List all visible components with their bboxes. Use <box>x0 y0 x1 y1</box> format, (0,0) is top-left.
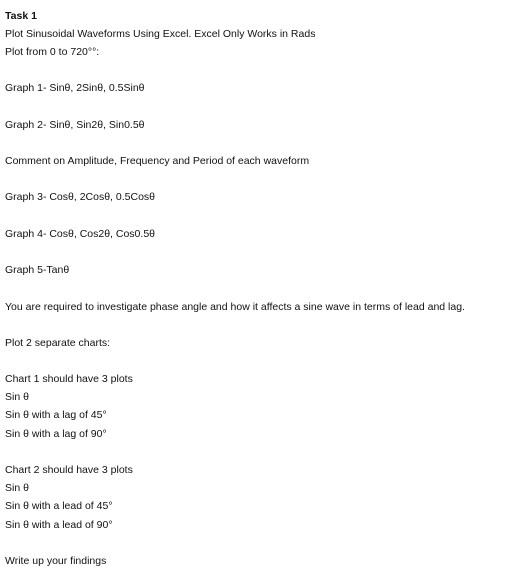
chart-1-item: Sin θ with a lag of 90° <box>5 428 107 440</box>
task-heading: Task 1 <box>5 10 37 22</box>
chart-1-title: Chart 1 should have 3 plots <box>5 373 133 385</box>
graph-2-text: Graph 2- Sinθ, Sin2θ, Sin0.5θ <box>5 119 145 131</box>
plot-charts-text: Plot 2 separate charts: <box>5 337 111 349</box>
chart-2-item: Sin θ <box>5 482 29 494</box>
chart-2-item: Sin θ with a lead of 45° <box>5 500 113 512</box>
chart-2-item: Sin θ with a lead of 90° <box>5 519 113 531</box>
graph-4-text: Graph 4- Cosθ, Cos2θ, Cos0.5θ <box>5 228 155 240</box>
plot-range-text: Plot from 0 to 720°°: <box>5 46 100 58</box>
graph-5-text: Graph 5-Tanθ <box>5 264 70 276</box>
intro-text: Plot Sinusoidal Waveforms Using Excel. Excel Only Works in Rads <box>5 28 316 40</box>
chart-1-item: Sin θ <box>5 391 29 403</box>
phase-task-text: You are required to investigate phase angle and how it affects a sine wave in terms of lead and lag. <box>5 301 465 313</box>
graph-1-text: Graph 1- Sinθ, 2Sinθ, 0.5Sinθ <box>5 82 145 94</box>
chart-1-item: Sin θ with a lag of 45° <box>5 409 107 421</box>
comment-text: Comment on Amplitude, Frequency and Period of each waveform <box>5 155 310 167</box>
graph-3-text: Graph 3- Cosθ, 2Cosθ, 0.5Cosθ <box>5 191 155 203</box>
closing-text: Write up your findings <box>5 555 107 567</box>
chart-2-title: Chart 2 should have 3 plots <box>5 464 133 476</box>
